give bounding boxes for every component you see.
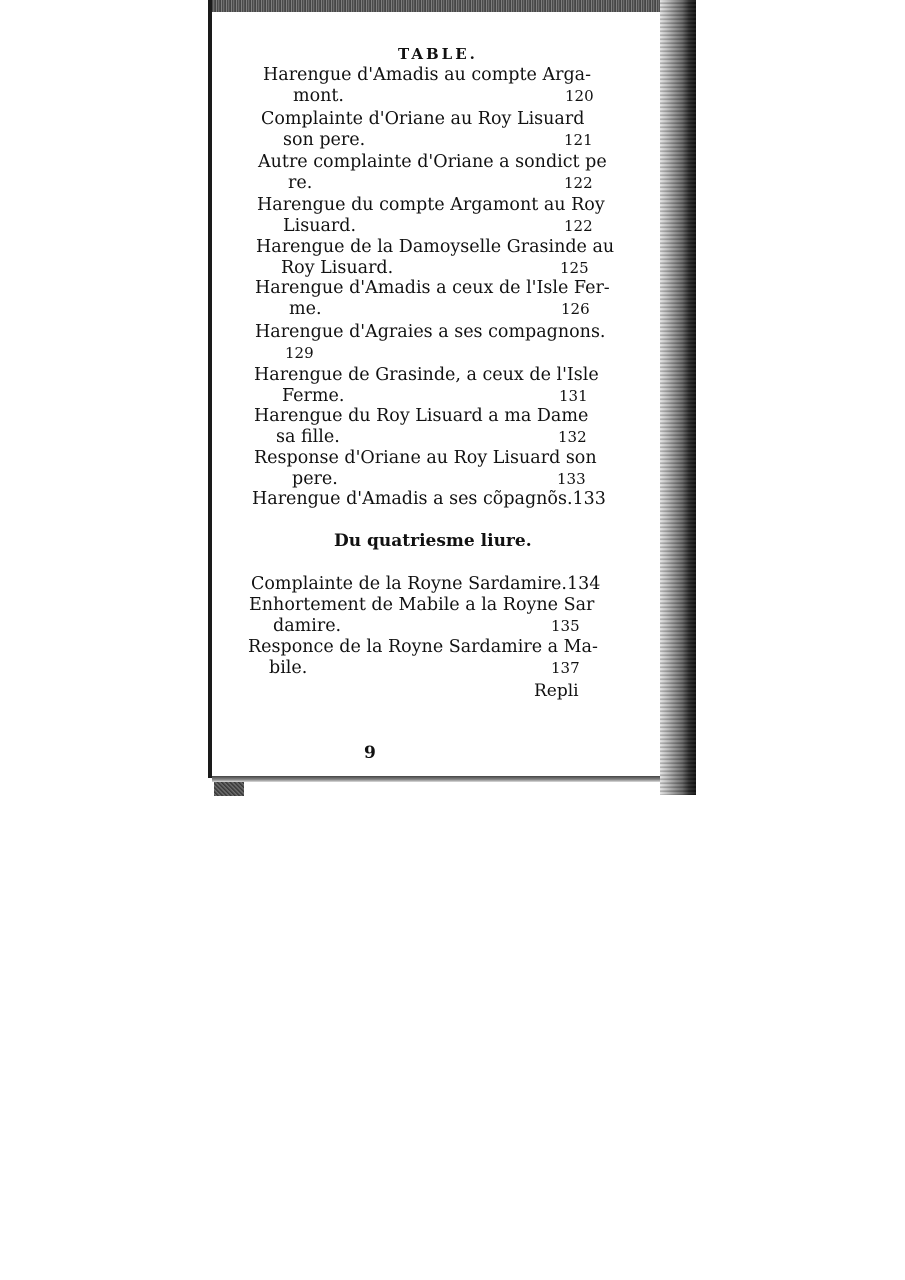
toc-entry-page: 125 bbox=[560, 259, 589, 277]
section-title: Du quatriesme liure. bbox=[334, 531, 532, 551]
toc-entry-continuation: sa fille. bbox=[276, 427, 340, 447]
page-header: TABLE. bbox=[398, 45, 478, 63]
toc-entry-title: Harengue du compte Argamont au Roy bbox=[257, 195, 605, 215]
toc-entry-title: Harengue d'Amadis a ceux de l'Isle Fer- bbox=[255, 278, 610, 298]
toc-entry-title: Response d'Oriane au Roy Lisuard son bbox=[254, 448, 597, 468]
toc-entry-title: Enhortement de Mabile a la Royne Sar bbox=[249, 595, 595, 615]
toc-entry-continuation: son pere. bbox=[283, 130, 366, 150]
toc-entry-title: Responce de la Royne Sardamire a Ma- bbox=[248, 637, 598, 657]
toc-entry-continuation: Ferme. bbox=[282, 386, 345, 406]
toc-entry-page: 121 bbox=[564, 131, 593, 149]
toc-entry-continuation: bile. bbox=[269, 658, 308, 678]
toc-entry-title: Complainte d'Oriane au Roy Lisuard bbox=[261, 109, 585, 129]
toc-entry-page: 120 bbox=[565, 87, 594, 105]
toc-entry-continuation: Roy Lisuard. bbox=[281, 258, 394, 278]
toc-entry-continuation: me. bbox=[289, 299, 322, 319]
page-top-edge bbox=[212, 0, 682, 12]
page-content bbox=[212, 12, 660, 776]
toc-entry-page: 137 bbox=[551, 659, 580, 677]
toc-entry-page: 122 bbox=[564, 217, 593, 235]
toc-entry-page: 133 bbox=[557, 470, 586, 488]
toc-entry-title: Complainte de la Royne Sardamire.134 bbox=[251, 574, 601, 594]
toc-entry-continuation: 129 bbox=[285, 344, 314, 362]
toc-entry-continuation: damire. bbox=[273, 616, 342, 636]
toc-entry-title: Harengue d'Amadis au compte Arga- bbox=[263, 65, 592, 85]
toc-entry-continuation: Lisuard. bbox=[283, 216, 357, 236]
toc-entry-page: 135 bbox=[551, 617, 580, 635]
toc-entry-page: 131 bbox=[559, 387, 588, 405]
toc-entry-continuation: mont. bbox=[293, 86, 344, 106]
toc-entry-title: Harengue du Roy Lisuard a ma Dame bbox=[254, 406, 589, 426]
signature-mark: 9 bbox=[364, 743, 376, 763]
toc-entry-page: 122 bbox=[564, 174, 593, 192]
toc-entry-continuation: re. bbox=[288, 173, 313, 193]
toc-entry-continuation: pere. bbox=[292, 469, 338, 489]
catchword: Repli bbox=[534, 681, 579, 701]
toc-entry-title: Harengue d'Agraies a ses compagnons. bbox=[255, 322, 606, 342]
toc-entry-page: 132 bbox=[558, 428, 587, 446]
book-spine-shadow bbox=[660, 0, 696, 795]
toc-entry-title: Harengue d'Amadis a ses cõpagnõs.133 bbox=[252, 489, 606, 509]
page-corner-smudge bbox=[214, 782, 244, 796]
toc-entry-title: Autre complainte d'Oriane a sondict pe bbox=[258, 152, 607, 172]
page-bottom-edge bbox=[212, 776, 682, 782]
toc-entry-title: Harengue de la Damoyselle Grasinde au bbox=[256, 237, 615, 257]
toc-entry-title: Harengue de Grasinde, a ceux de l'Isle bbox=[254, 365, 599, 385]
scanned-page bbox=[208, 0, 696, 795]
toc-entry-page: 126 bbox=[561, 300, 590, 318]
